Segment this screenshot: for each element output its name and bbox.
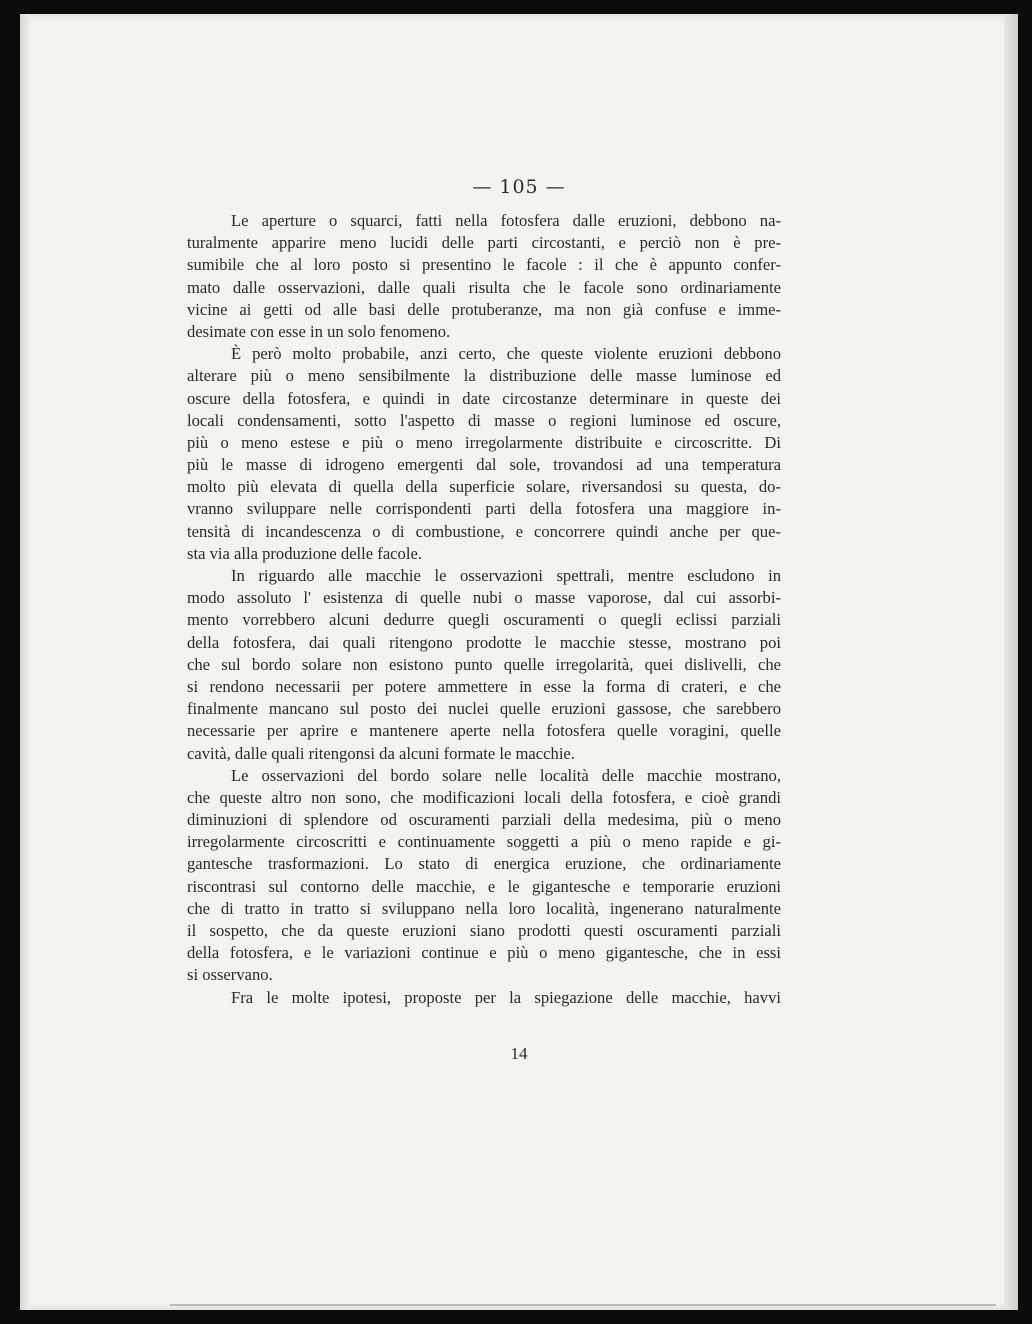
scan-border-top xyxy=(0,0,1032,14)
text-line: locali condensamenti, sotto l'aspetto di masse o regioni luminose ed oscure, xyxy=(187,410,781,430)
text-line: vranno sviluppare nelle corrispondenti parti della fotosfera una maggiore in- xyxy=(187,499,781,519)
text-line: Le aperture o squarci, fatti nella fotosfera dalle eruzioni, debbono na- xyxy=(231,211,781,230)
text-line: sta via alla produzione delle facole. xyxy=(187,543,422,563)
text-line: della fotosfera, dai quali ritengono prodotte le macchie stesse, mostrano poi xyxy=(187,632,781,652)
text-line: che di tratto in tratto si sviluppano nella loro località, ingenerano naturalmente xyxy=(187,898,781,918)
body-text xyxy=(187,210,781,1009)
text-line: Le osservazioni del bordo solare nelle località delle macchie mostrano, xyxy=(231,765,781,785)
text-line: il sospetto, che da queste eruzioni siano prodotti questi oscuramenti parziali xyxy=(187,921,781,940)
text-line: riscontrasi sul contorno delle macchie, e le gigantesche e temporarie eruzioni xyxy=(187,876,781,896)
text-line: oscure della fotosfera, e quindi in date circostanze determinare in queste dei xyxy=(187,388,781,408)
text-line: più o meno estese e più o meno irregolarmente distribuite e circoscritte. Di xyxy=(187,432,781,452)
text-line: turalmente apparire meno lucidi delle parti circostanti, e perciò non è pre- xyxy=(187,233,781,253)
text-line: mato dalle osservazioni, dalle quali risulta che le facole sono ordinariamente xyxy=(187,277,781,297)
text-line: più le masse di idrogeno emergenti dal sole, trovandosi ad una temperatura xyxy=(187,455,781,475)
text-line: È però molto probabile, anzi certo, che queste violente eruzioni debbono xyxy=(231,344,781,364)
text-line: si rendono necessarii per potere ammettere in esse la forma di crateri, e che xyxy=(187,676,781,696)
text-line: In riguardo alle macchie le osservazioni spettrali, mentre escludono in xyxy=(231,566,781,585)
text-line: finalmente mancano sul posto dei nuclei quelle eruzioni gassose, che sarebbero xyxy=(187,699,781,719)
text-line: della fotosfera, e le variazioni continue e più o meno gigantesche, che in essi xyxy=(187,943,781,963)
text-line: si osservano. xyxy=(187,965,273,985)
book-page xyxy=(20,14,1018,1310)
text-line: desimate con esse in un solo fenomeno. xyxy=(187,321,451,341)
text-line: che queste altro non sono, che modificazioni locali della fotosfera, e cioè grandi xyxy=(187,787,781,807)
page-bottom-edge xyxy=(170,1304,996,1306)
signature-mark: 14 xyxy=(510,1044,528,1063)
text-line: cavità, dalle quali ritengonsi da alcuni formate le macchie. xyxy=(187,743,575,763)
text-line: che sul bordo solare non esistono punto quelle irregolarità, quei dislivelli, che xyxy=(187,654,781,674)
text-line: modo assoluto l' esistenza di quelle nubi o masse vaporose, dal cui assorbi- xyxy=(187,588,781,608)
text-line: alterare più o meno sensibilmente la distribuzione delle masse luminose ed xyxy=(187,366,781,386)
text-line: Fra le molte ipotesi, proposte per la spiegazione delle macchie, havvi xyxy=(231,987,781,1007)
text-line: molto più elevata di quella della superficie solare, riversandosi su questa, do- xyxy=(187,477,781,497)
text-line: diminuzioni di splendore od oscuramenti parziali della medesima, più o meno xyxy=(187,810,781,830)
text-line: gantesche trasformazioni. Lo stato di energica eruzione, che ordinariamente xyxy=(187,854,781,874)
page-gutter-shadow xyxy=(20,14,30,1310)
text-line: irregolarmente circoscritti e continuamente soggetti a più o meno rapide e gi- xyxy=(187,832,781,852)
page-number-header: — 105 — xyxy=(472,176,566,198)
text-line: mento vorrebbero alcuni dedurre quegli oscuramenti o quegli eclissi parziali xyxy=(187,610,781,630)
text-line: sumibile che al loro posto si presentino le facole : il che è appunto confer- xyxy=(187,255,781,275)
page-edge-shadow xyxy=(1004,14,1018,1310)
text-line: necessarie per aprire e mantenere aperte nella fotosfera quelle voragini, quelle xyxy=(187,721,781,741)
text-line: vicine ai getti od alle basi delle protuberanze, ma non già confuse e imme- xyxy=(187,299,781,319)
text-line: tensità di incandescenza o di combustione, e concorrere quindi anche per que- xyxy=(187,521,781,541)
